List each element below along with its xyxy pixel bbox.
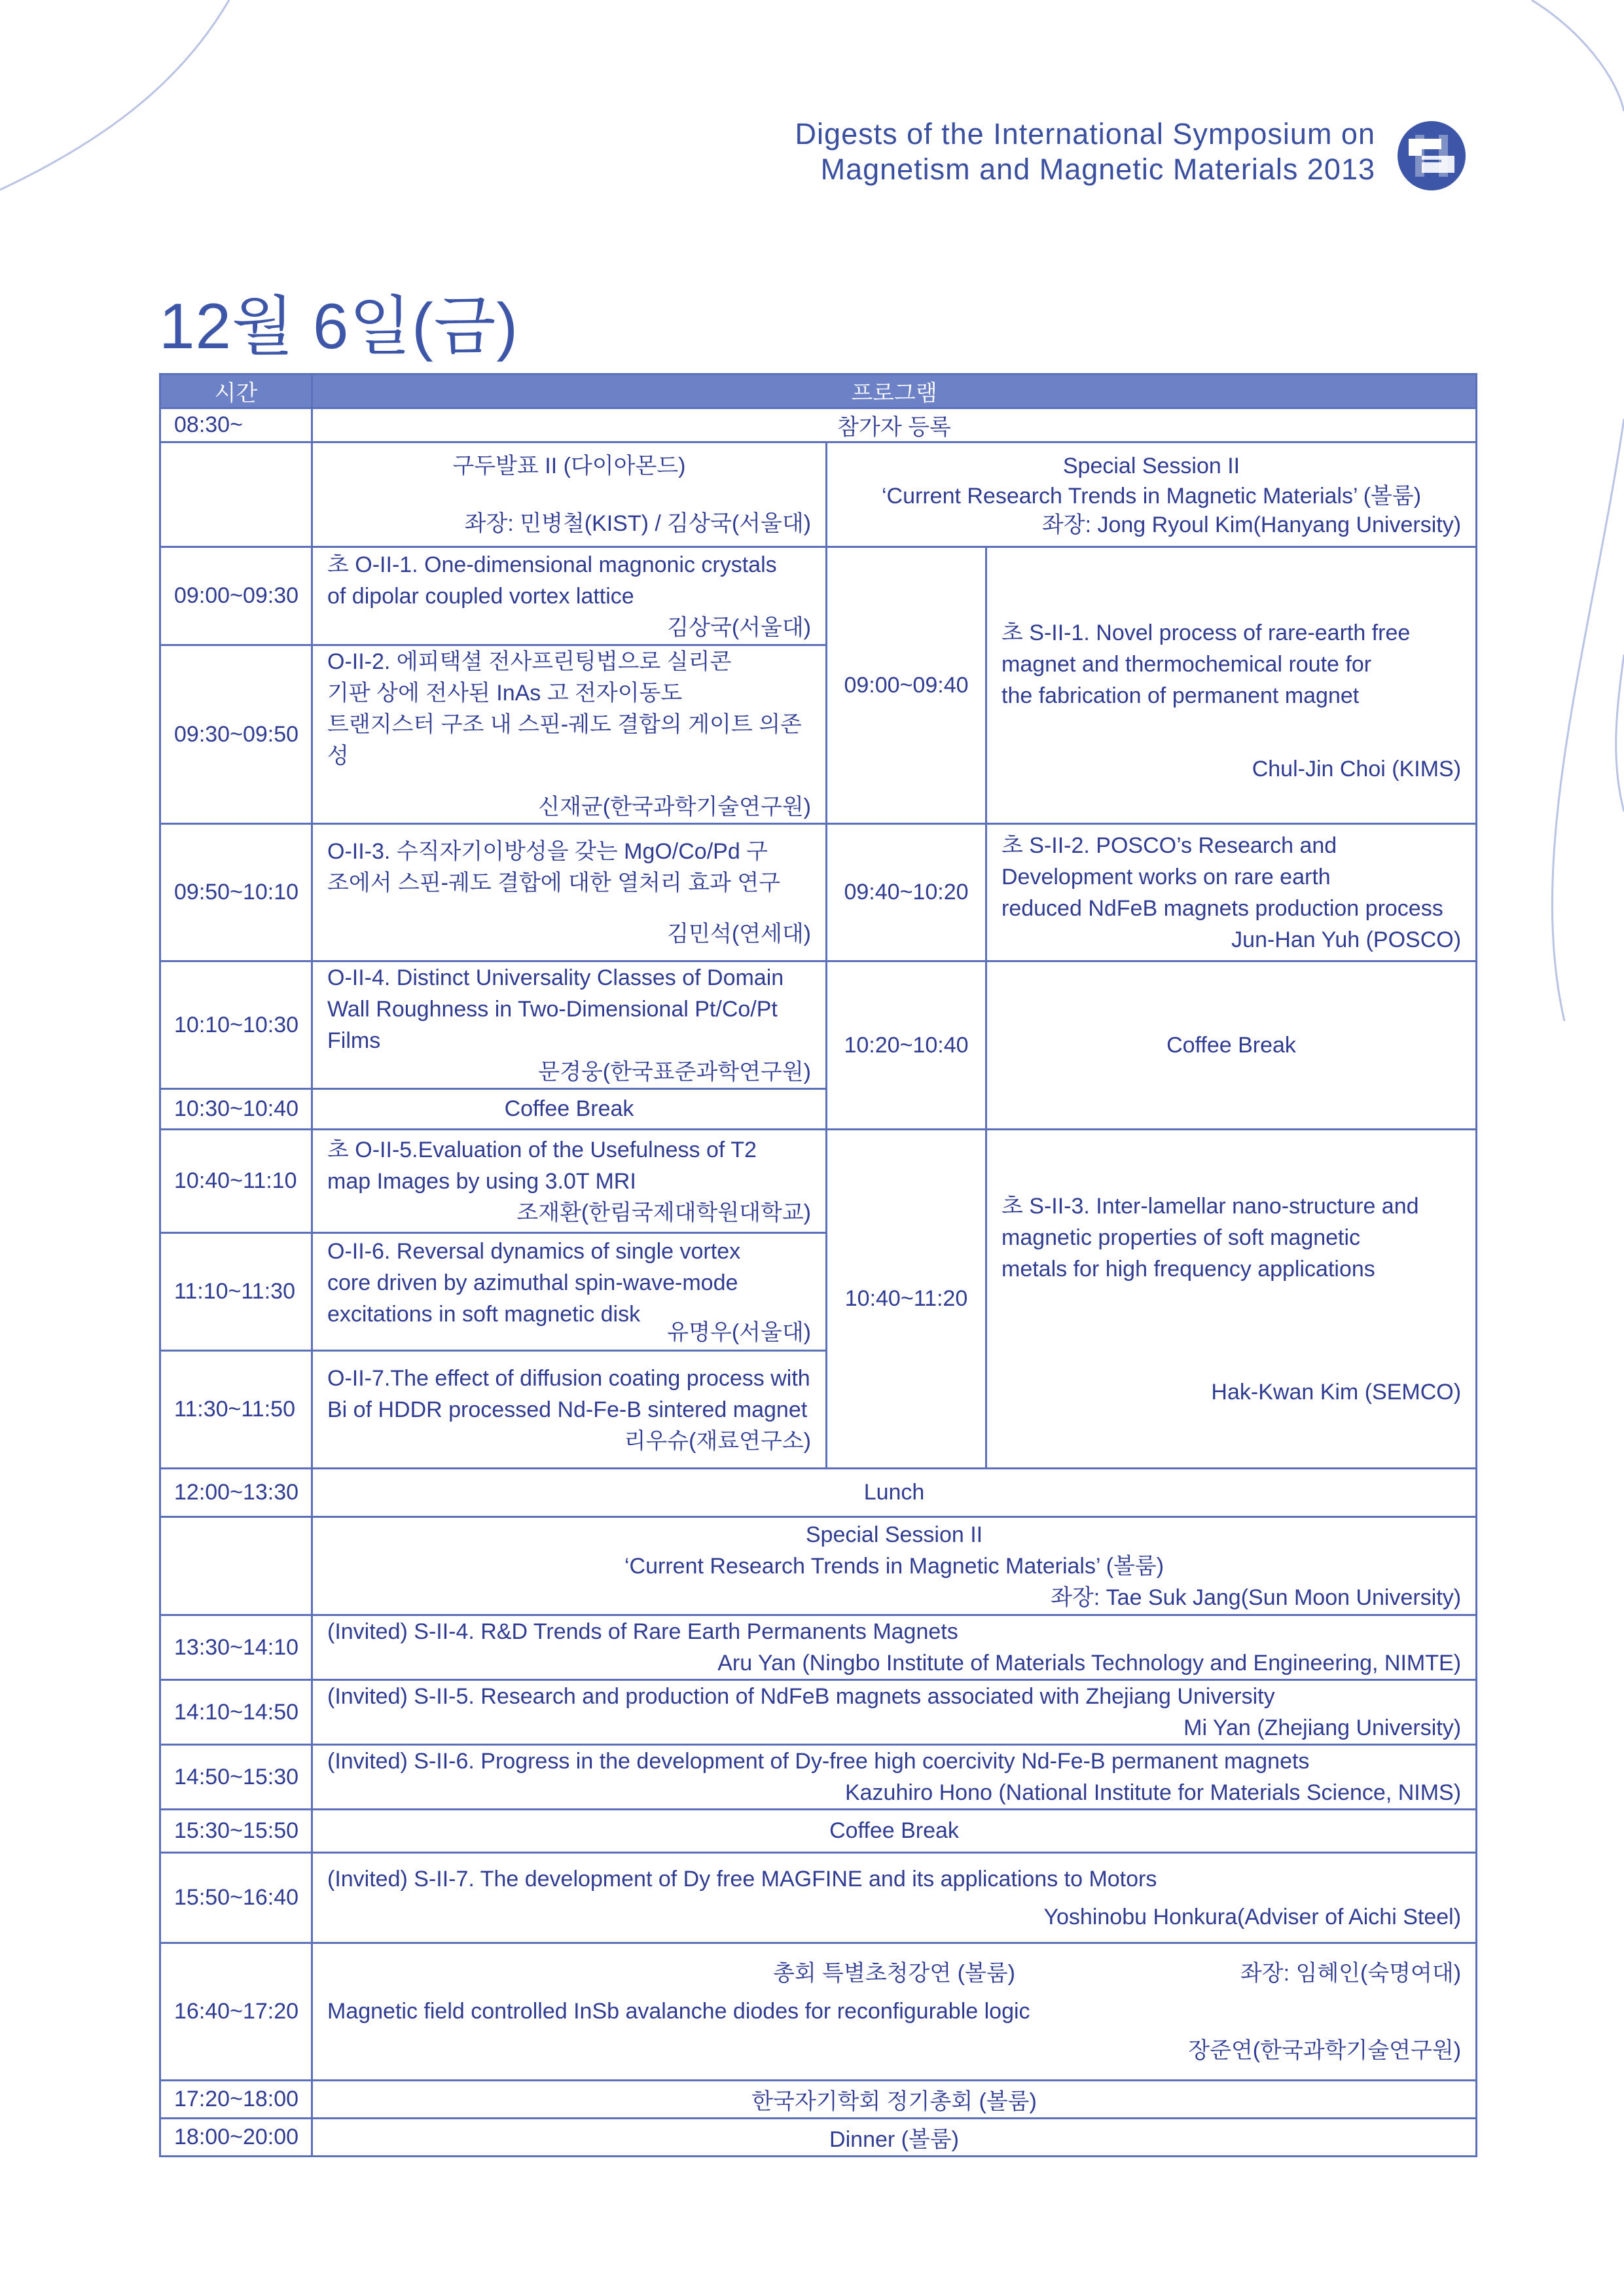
talk-speaker: 유명우(서울대) <box>667 1319 811 1345</box>
coffee-break-cell: Coffee Break <box>312 1089 827 1130</box>
assembly-cell: 한국자기학회 정기총회 (볼룸) <box>312 2081 1477 2119</box>
talk-speaker: Hak-Kwan Kim (SEMCO) <box>1211 1379 1462 1405</box>
talk-title: S-II-6. Progress in the development of Dy-free high coercivity Nd-Fe-B permanent magnets <box>407 1749 1310 1774</box>
talk-cell <box>312 824 827 961</box>
special-session-header <box>827 442 1477 547</box>
table-row <box>160 1680 1477 1745</box>
talk-speaker: 김민석(연세대) <box>667 921 811 946</box>
time-cell: 14:50~15:30 <box>160 1745 312 1810</box>
talk-title: S-II-7. The development of Dy free MAGFINE and its applications to Motors <box>407 1866 1157 1892</box>
talk-title: Wall Roughness in Two-Dimensional Pt/Co/Pt Films <box>327 997 778 1053</box>
special-session-subtitle: ‘Current Research Trends in Magnetic Materials’ (볼룸) <box>624 1553 1164 1579</box>
talk-speaker: Mi Yan (Zhejiang University) <box>1183 1715 1462 1740</box>
table-row <box>160 961 1477 1089</box>
invited-tag: (Invited) <box>327 1619 408 1644</box>
time-cell: 09:00~09:30 <box>160 547 312 645</box>
invited-tag: (Invited) <box>327 1684 408 1709</box>
talk-title: core driven by azimuthal spin-wave-mode <box>327 1270 738 1295</box>
special-session-chair: 좌장: Jong Ryoul Kim(Hanyang University) <box>1041 512 1462 537</box>
session-header-row <box>160 442 1477 547</box>
talk-cell <box>312 1233 827 1351</box>
time-cell: 09:40~10:20 <box>827 824 986 961</box>
talk-speaker: 문경웅(한국표준과학연구원) <box>538 1060 811 1085</box>
time-cell: 09:50~10:10 <box>160 824 312 961</box>
talk-speaker: 신재균(한국과학기술연구원) <box>538 795 811 819</box>
talk-speaker: Chul-Jin Choi (KIMS) <box>1252 757 1462 781</box>
table-row <box>160 1615 1477 1680</box>
talk-title: Development works on rare earth <box>1001 864 1331 889</box>
plenary-cell <box>312 1943 1477 2081</box>
time-cell: 17:20~18:00 <box>160 2081 312 2119</box>
special-session-subtitle: ‘Current Research Trends in Magnetic Materials’ (볼룸) <box>882 483 1422 509</box>
journal-header-line2: Magnetism and Magnetic Materials 2013 <box>820 152 1375 186</box>
oral-session-header <box>312 442 827 547</box>
special-session-title: Special Session II <box>805 1522 983 1547</box>
table-row <box>160 1469 1477 1517</box>
time-cell: 12:00~13:30 <box>160 1469 312 1517</box>
coffee-break-cell: Coffee Break <box>312 1810 1477 1853</box>
special-session-header <box>312 1517 1477 1615</box>
table-row <box>160 1130 1477 1233</box>
lunch-cell: Lunch <box>312 1469 1477 1517</box>
talk-title: O-II-4. Distinct Universality Classes of Domain <box>327 965 784 990</box>
time-cell: 10:40~11:10 <box>160 1130 312 1233</box>
talk-speaker: 조재환(한림국제대학원대학교) <box>516 1200 811 1225</box>
talk-title: Bi of HDDR processed Nd-Fe-B sintered magnet <box>327 1397 808 1422</box>
talk-speaker: Jun-Han Yuh (POSCO) <box>1231 927 1462 952</box>
invited-tag: (Invited) <box>327 1866 408 1892</box>
table-header-row <box>160 374 1477 408</box>
schedule-table <box>159 373 1477 2157</box>
time-cell: 10:40~11:20 <box>827 1130 986 1469</box>
time-cell <box>160 1517 312 1615</box>
dinner-cell: Dinner (볼룸) <box>312 2119 1477 2157</box>
talk-title: reduced NdFeB magnets production process <box>1001 895 1443 921</box>
talk-cell <box>312 547 827 645</box>
time-cell: 15:50~16:40 <box>160 1853 312 1943</box>
talk-title: O-II-3. 수직자기이방성을 갖는 MgO/Co/Pd 구 <box>327 838 768 864</box>
talk-title: 트랜지스터 구조 내 스핀-궤도 결합의 게이트 의존성 <box>327 712 802 768</box>
table-row <box>160 1810 1477 1853</box>
table-row <box>160 2081 1477 2119</box>
talk-title: O-II-6. Reversal dynamics of single vortex <box>327 1238 741 1264</box>
talk-speaker: Kazuhiro Hono (National Institute for Materials Science, NIMS) <box>844 1780 1462 1805</box>
special-session-chair: 좌장: Tae Suk Jang(Sun Moon University) <box>1051 1585 1462 1610</box>
time-cell: 11:30~11:50 <box>160 1351 312 1469</box>
time-cell: 10:30~10:40 <box>160 1089 312 1130</box>
talk-title: map Images by using 3.0T MRI <box>327 1168 636 1194</box>
talk-title: excitations in soft magnetic disk <box>327 1301 641 1327</box>
talk-cell <box>312 1351 827 1469</box>
time-cell: 09:30~09:50 <box>160 645 312 824</box>
talk-speaker: 김상국(서울대) <box>667 615 811 640</box>
time-cell: 16:40~17:20 <box>160 1943 312 2081</box>
talk-title: magnet and thermochemical route for <box>1001 652 1372 677</box>
table-row <box>160 408 1477 442</box>
oral-session-title: 구두발표 II (다이아몬드) <box>452 453 686 478</box>
talk-title: the fabrication of permanent magnet <box>1001 683 1360 708</box>
talk-speaker: 장준연(한국과학기술연구원) <box>1188 2037 1462 2063</box>
time-cell: 15:30~15:50 <box>160 1810 312 1853</box>
time-cell: 14:10~14:50 <box>160 1680 312 1745</box>
coffee-break-cell: Coffee Break <box>986 961 1477 1130</box>
plenary-title: 총회 특별초청강연 (볼룸) <box>773 1960 1015 1986</box>
talk-cell <box>312 645 827 824</box>
table-row <box>160 824 1477 961</box>
plenary-chair: 좌장: 임혜인(숙명여대) <box>1240 1960 1462 1986</box>
registration-cell: 참가자 등록 <box>312 408 1477 442</box>
talk-title: S-II-4. R&D Trends of Rare Earth Permanents Magnets <box>407 1619 958 1644</box>
talk-title: 초 O-II-1. One-dimensional magnonic crystals <box>327 552 777 577</box>
symposium-logo-icon <box>1396 119 1468 192</box>
time-cell: 10:20~10:40 <box>827 961 986 1130</box>
invited-talk-cell <box>312 1680 1477 1745</box>
invited-talk-cell <box>312 1615 1477 1680</box>
talk-title: O-II-7.The effect of diffusion coating process with <box>327 1365 810 1391</box>
talk-title: 초 S-II-2. POSCO’s Research and <box>1001 833 1337 858</box>
table-row <box>160 547 1477 645</box>
table-row <box>160 2119 1477 2157</box>
talk-title: 초 S-II-3. Inter-lamellar nano-structure and <box>1001 1193 1419 1219</box>
time-cell: 11:10~11:30 <box>160 1233 312 1351</box>
special-session-title: Special Session II <box>1062 453 1240 478</box>
table-row <box>160 1745 1477 1810</box>
special-talk-cell <box>986 547 1477 824</box>
talk-title: S-II-5. Research and production of NdFeB magnets associated with Zhejiang University <box>407 1684 1275 1709</box>
time-cell: 09:00~09:40 <box>827 547 986 824</box>
talk-cell <box>312 1130 827 1233</box>
journal-header-line1: Digests of the International Symposium on <box>795 117 1375 151</box>
table-row <box>160 1853 1477 1943</box>
col-time-header: 시간 <box>160 374 312 408</box>
special-talk-cell <box>986 824 1477 961</box>
time-cell: 10:10~10:30 <box>160 961 312 1089</box>
time-cell: 13:30~14:10 <box>160 1615 312 1680</box>
time-cell: 08:30~ <box>160 408 312 442</box>
page-title: 12월 6일(금) <box>159 290 519 362</box>
special-talk-cell <box>986 1130 1477 1469</box>
talk-title: O-II-2. 에피택셜 전사프린팅법으로 실리콘 <box>327 649 732 674</box>
plenary-talk: Magnetic field controlled InSb avalanche diodes for reconfigurable logic <box>327 1998 1030 2024</box>
table-row <box>160 1943 1477 2081</box>
talk-title: 초 O-II-5.Evaluation of the Usefulness of T2 <box>327 1137 757 1162</box>
invited-talk-cell <box>312 1745 1477 1810</box>
invited-tag: (Invited) <box>327 1749 408 1774</box>
talk-speaker: 리우슈(재료연구소) <box>624 1428 811 1454</box>
time-cell <box>160 442 312 547</box>
talk-title: magnetic properties of soft magnetic <box>1001 1225 1361 1250</box>
talk-title: 기판 상에 전사된 InAs 고 전자이동도 <box>327 681 683 706</box>
invited-talk-cell <box>312 1853 1477 1943</box>
talk-title: 조에서 스핀-궤도 결합에 대한 열처리 효과 연구 <box>327 870 781 895</box>
talk-cell <box>312 961 827 1089</box>
talk-title: of dipolar coupled vortex lattice <box>327 583 634 609</box>
oral-session-chair: 좌장: 민병철(KIST) / 김상국(서울대) <box>464 511 811 536</box>
talk-speaker: Yoshinobu Honkura(Adviser of Aichi Steel) <box>1043 1904 1462 1929</box>
talk-title: metals for high frequency applications <box>1001 1256 1375 1282</box>
talk-speaker: Aru Yan (Ningbo Institute of Materials Technology and Engineering, NIMTE) <box>717 1651 1462 1676</box>
talk-title: 초 S-II-1. Novel process of rare-earth free <box>1001 620 1411 645</box>
session-header-row <box>160 1517 1477 1615</box>
journal-header <box>795 117 1375 187</box>
col-program-header: 프로그램 <box>312 374 1477 408</box>
time-cell: 18:00~20:00 <box>160 2119 312 2157</box>
